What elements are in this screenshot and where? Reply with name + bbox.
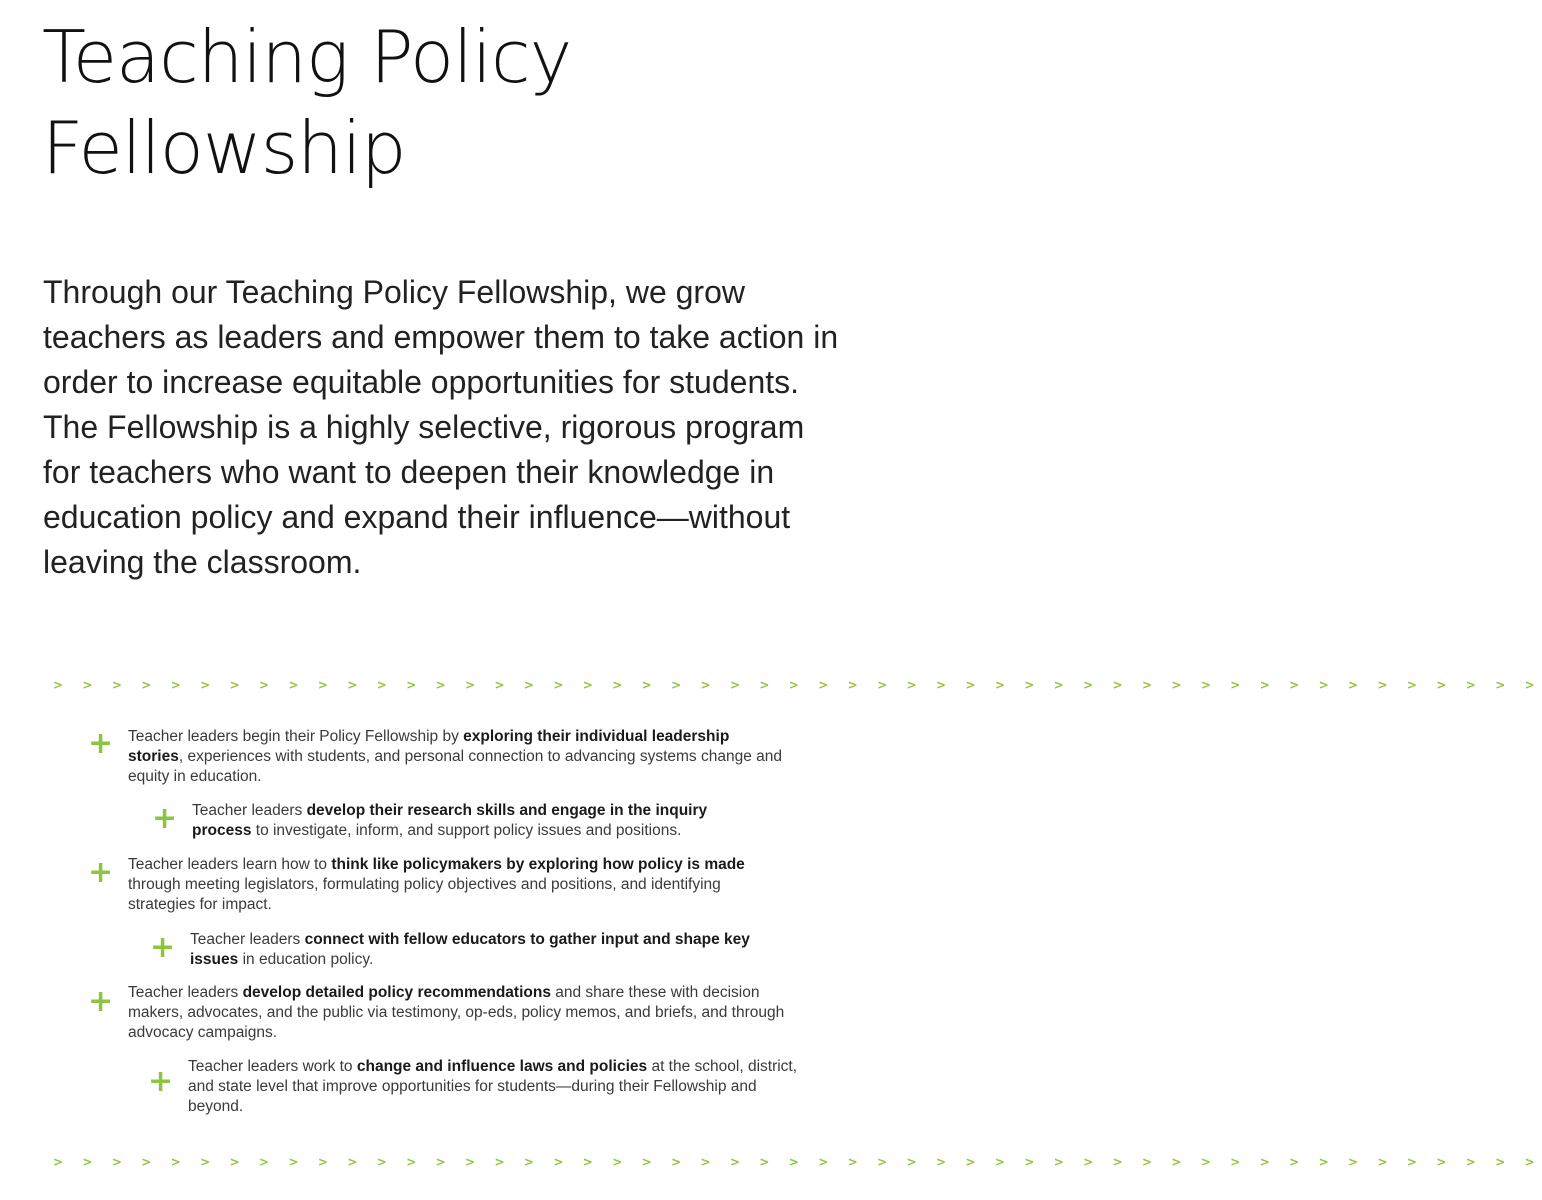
step-text-lead: Teacher leaders work to (188, 1058, 357, 1075)
step-text-rest: , experiences with students, and personal connection to advancing systems change and equity in education. (128, 748, 782, 785)
step-text-highlight: develop their research skills and engage in the inquiry process (192, 802, 708, 839)
step-text-lead: Teacher leaders learn how to (128, 856, 332, 873)
step-text (128, 855, 788, 915)
step-text-rest: in education policy. (238, 951, 374, 968)
step-text-rest: and share these with decision makers, advocates, and the public via testimony, op-eds, policy memos, and briefs, and through advocacy campaigns. (128, 984, 785, 1041)
chevron-divider-bottom: > > > > > > > > > > > > > > > > > > > > > > > > > > > > > > > > > > > > > > > > > > > > > > > > > > > (53, 1155, 1542, 1169)
step-text (192, 801, 762, 841)
intro-paragraph: Through our Teaching Policy Fellowship, we grow teachers as leaders and empower them to take action in order to increase equitable opportunities for students. The Fellowship is a highly selective, rigorous program for teachers who want to deepen their knowledge in education policy and expand their influence—without leaving the classroom. (43, 274, 839, 580)
step-text-lead: Teacher leaders (192, 802, 307, 819)
step-text-highlight: think like policymakers by exploring how policy is made (331, 856, 745, 873)
page-title (42, 12, 571, 194)
step-text (190, 930, 790, 970)
step-text-rest: at the school, district, and state level that improve opportunities for students—during their Fellowship and beyond. (188, 1058, 798, 1115)
step-text (128, 727, 788, 787)
page-title-line-2: Fellowship (42, 106, 406, 190)
step-text-highlight: exploring their individual leadership stories (128, 728, 730, 765)
plus-icon: + (152, 801, 178, 836)
plus-icon: + (88, 984, 114, 1019)
plus-icon: + (88, 726, 114, 761)
step-text-lead: Teacher leaders (190, 931, 305, 948)
step-text-highlight: develop detailed policy recommendations (242, 984, 551, 1001)
step-text-rest: through meeting legislators, formulating policy objectives and positions, and identifying strategies for impact. (128, 876, 721, 913)
step-text-rest: to investigate, inform, and support policy issues and positions. (251, 822, 682, 839)
plus-icon: + (150, 930, 176, 965)
step-text (128, 983, 788, 1043)
step-text-lead: Teacher leaders begin their Policy Fellowship by (128, 728, 464, 745)
step-text (188, 1057, 798, 1117)
step-text-highlight: connect with fellow educators to gather input and shape key issues (190, 931, 750, 968)
step-text-highlight: change and influence laws and policies (356, 1058, 648, 1075)
plus-icon: + (148, 1064, 174, 1099)
page-title-line-1: Teaching Policy (42, 15, 572, 99)
plus-icon: + (88, 855, 114, 890)
step-text-lead: Teacher leaders (128, 984, 243, 1001)
chevron-divider-top: > > > > > > > > > > > > > > > > > > > > > > > > > > > > > > > > > > > > > > > > > > > > > > > > > > > (53, 678, 1542, 692)
